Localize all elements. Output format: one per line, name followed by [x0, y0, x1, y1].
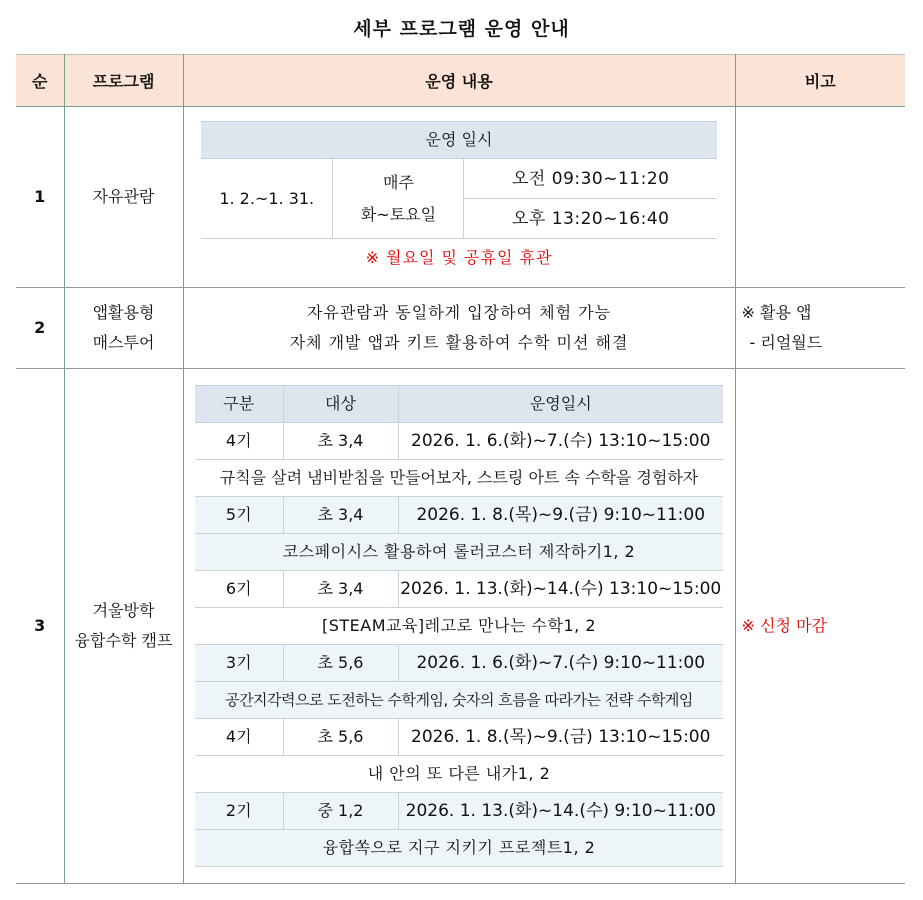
program-content	[183, 288, 735, 369]
holiday-notice: ※ 월요일 및 공휴일 휴관	[365, 248, 553, 267]
camp-header-group: 구분	[195, 386, 283, 423]
session-datetime: 2026. 1. 13.(화)~14.(수) 13:10~15:00	[398, 571, 723, 608]
program-content	[183, 107, 735, 288]
content-line2: 자체 개발 앱과 키트 활용하여 수학 미션 해결	[289, 333, 629, 352]
header-note: 비고	[735, 55, 905, 107]
table-row	[16, 107, 905, 288]
closed-notice: ※ 신청 마감	[741, 616, 827, 635]
session-group: 3기	[195, 645, 283, 682]
header-no: 순	[16, 55, 64, 107]
session-target: 중 1,2	[283, 793, 398, 830]
session-target: 초 3,4	[283, 423, 398, 460]
table-header-row	[16, 55, 905, 107]
table-row	[16, 288, 905, 369]
session-topic: [STEAM교육]레고로 만나는 수학1, 2	[195, 608, 723, 645]
header-content: 운영 내용	[183, 55, 735, 107]
camp-table	[195, 385, 723, 867]
program-name: 자유관람	[64, 107, 183, 288]
session-group: 4기	[195, 423, 283, 460]
camp-header-target: 대상	[283, 386, 398, 423]
session-topic: 내 안의 또 다른 내가1, 2	[195, 756, 723, 793]
note-line2: - 리얼월드	[749, 333, 823, 352]
camp-session-row	[195, 423, 723, 460]
program-name-line1: 앱활용형	[92, 303, 155, 322]
camp-session-row	[195, 645, 723, 682]
session-group: 6기	[195, 571, 283, 608]
session-datetime: 2026. 1. 8.(목)~9.(금) 13:10~15:00	[398, 719, 723, 756]
schedule-period: 1. 2.~1. 31.	[201, 159, 333, 239]
page-title: 세부 프로그램 운영 안내	[353, 18, 570, 40]
row-number: 2	[16, 288, 64, 369]
row-note	[735, 107, 905, 288]
session-datetime: 2026. 1. 6.(화)~7.(수) 9:10~11:00	[398, 645, 723, 682]
row-number: 3	[16, 369, 64, 884]
program-name-line1: 겨울방학	[92, 601, 155, 620]
program-content	[183, 369, 735, 884]
schedule-am: 오전 09:30~11:20	[464, 159, 717, 199]
session-target: 초 3,4	[283, 497, 398, 534]
schedule-pm: 오후 13:20~16:40	[464, 199, 717, 239]
row-number: 1	[16, 107, 64, 288]
schedule-days-line1: 매주	[383, 172, 414, 192]
session-datetime: 2026. 1. 13.(화)~14.(수) 9:10~11:00	[398, 793, 723, 830]
program-name	[64, 288, 183, 369]
schedule-days	[333, 159, 464, 239]
camp-topic-row	[195, 682, 723, 719]
session-group: 4기	[195, 719, 283, 756]
header-program: 프로그램	[64, 55, 183, 107]
session-topic: 융합쏙으로 지구 지키기 프로젝트1, 2	[195, 830, 723, 867]
note-line1: ※ 활용 앱	[741, 303, 812, 322]
session-topic: 규칙을 살려 냄비받침을 만들어보자, 스트링 아트 속 수학을 경험하자	[195, 460, 723, 497]
camp-topic-row	[195, 756, 723, 793]
row-note	[735, 288, 905, 369]
camp-topic-row	[195, 460, 723, 497]
table-row	[16, 369, 905, 884]
session-group: 5기	[195, 497, 283, 534]
camp-session-row	[195, 571, 723, 608]
row-note	[735, 369, 905, 884]
session-topic: 공간지각력으로 도전하는 수학게임, 숫자의 흐름을 따라가는 전략 수학게임	[195, 682, 723, 719]
program-table	[16, 54, 905, 884]
session-group: 2기	[195, 793, 283, 830]
session-datetime: 2026. 1. 6.(화)~7.(수) 13:10~15:00	[398, 423, 723, 460]
camp-session-row	[195, 793, 723, 830]
program-name	[64, 369, 183, 884]
camp-session-row	[195, 497, 723, 534]
session-target: 초 5,6	[283, 645, 398, 682]
content-line1: 자유관람과 동일하게 입장하여 체험 가능	[306, 303, 612, 322]
camp-topic-row	[195, 534, 723, 571]
session-target: 초 3,4	[283, 571, 398, 608]
schedule-header: 운영 일시	[201, 122, 717, 159]
program-name-line2: 매스투어	[92, 333, 155, 352]
session-datetime: 2026. 1. 8.(목)~9.(금) 9:10~11:00	[398, 497, 723, 534]
camp-header-row	[195, 386, 723, 423]
schedule-table	[201, 121, 717, 239]
session-topic: 코스페이시스 활용하여 롤러코스터 제작하기1, 2	[195, 534, 723, 571]
schedule-days-line2: 화~토요일	[360, 204, 437, 224]
camp-session-row	[195, 719, 723, 756]
session-target: 초 5,6	[283, 719, 398, 756]
camp-topic-row	[195, 830, 723, 867]
camp-topic-row	[195, 608, 723, 645]
program-name-line2: 융합수학 캠프	[74, 631, 173, 650]
camp-header-datetime: 운영일시	[398, 386, 723, 423]
